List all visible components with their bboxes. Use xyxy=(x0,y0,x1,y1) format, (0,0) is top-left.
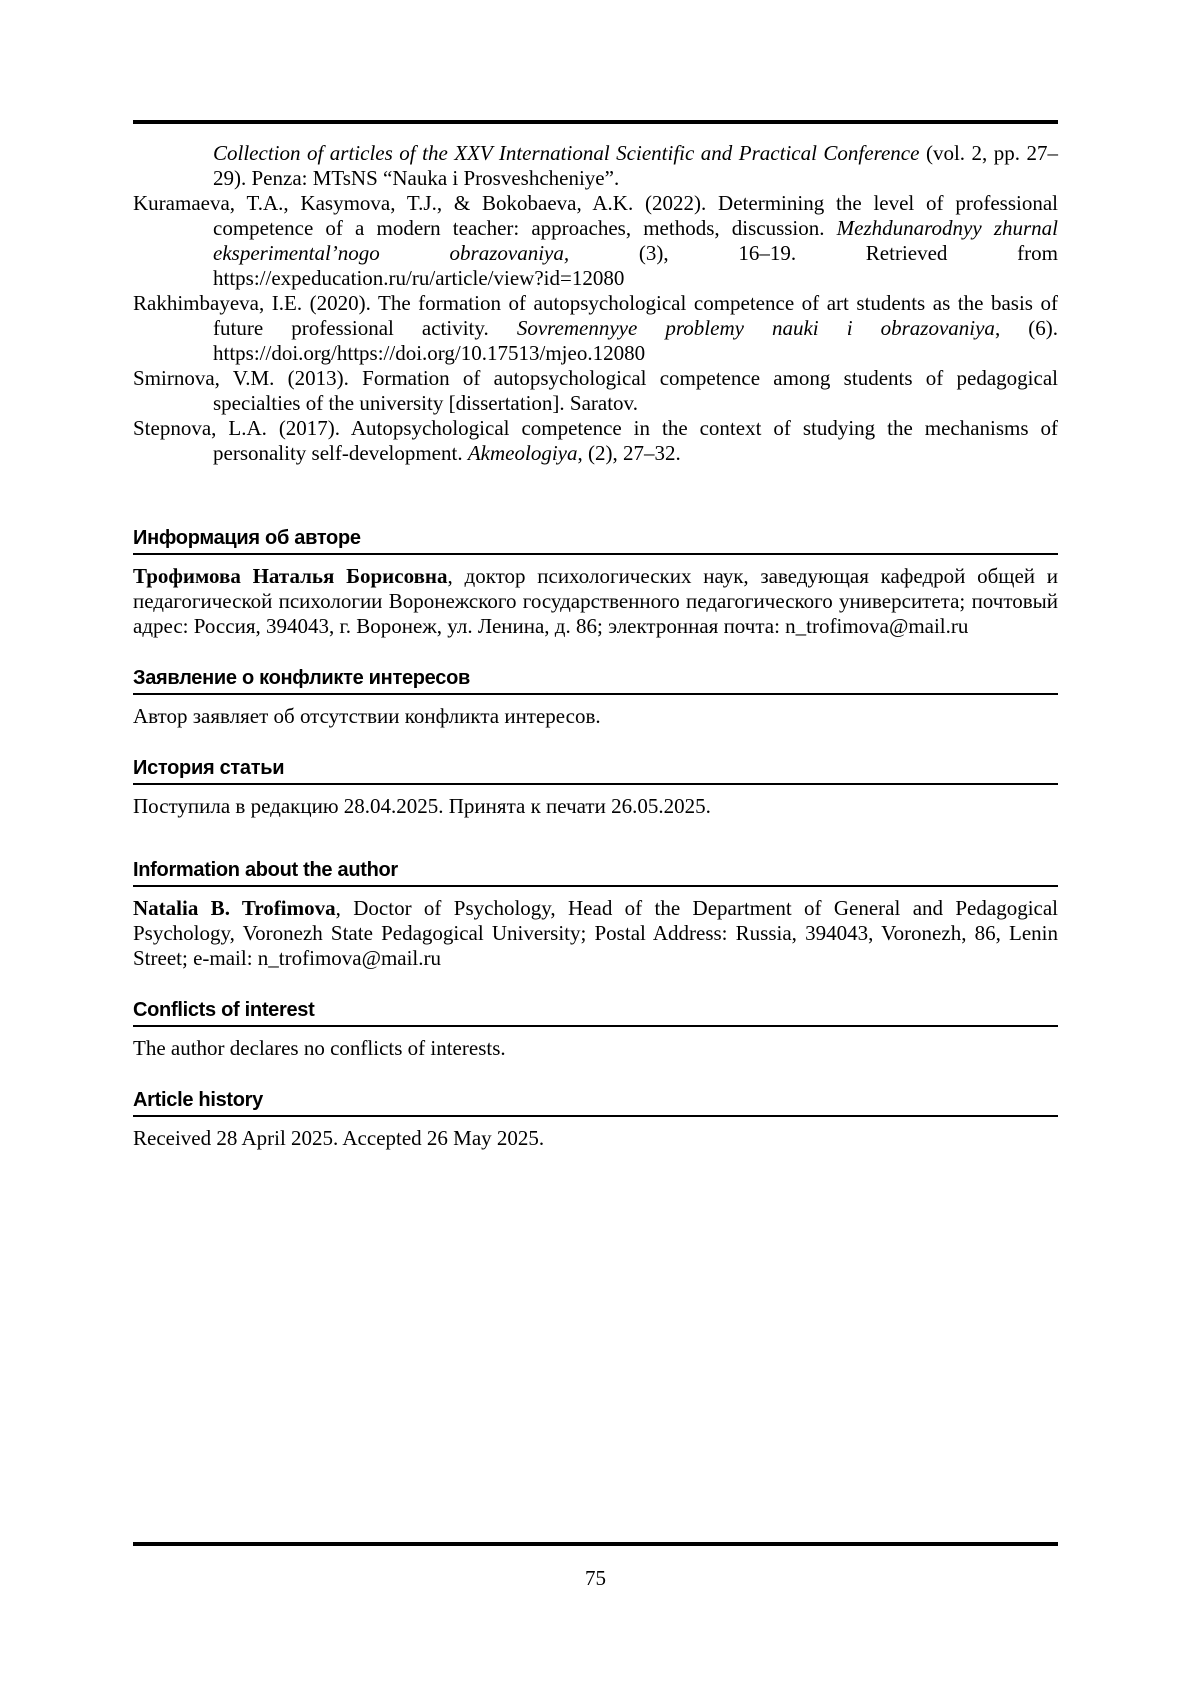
section-conflicts-en xyxy=(133,999,1058,1061)
references-list xyxy=(133,141,1058,466)
page-content xyxy=(133,0,1058,1151)
bottom-divider xyxy=(133,1542,1058,1546)
section-conflicts-ru xyxy=(133,667,1058,729)
section-article-history-en xyxy=(133,1089,1058,1151)
reference-entry: Collection of articles of the XXV International Scientific and Practical Conference (vol. 2, pp. 27–29). Penza: MTsNS “Nauka i Prosveshcheniye”. xyxy=(213,141,1058,190)
heading-author-info-en: Information about the author xyxy=(133,859,1058,887)
author-info-ru-text: Трофимова Наталья Борисовна, доктор психологических наук, заведующая кафедрой общей и педагогической психологии Воронежского государственного педагогического университета; почтовый адрес: Россия, 394043, г. Воронеж, ул. Ленина, д. 86; электронная почта: n_trofimova@mail.ru xyxy=(133,564,1058,638)
article-history-ru-text: Поступила в редакцию 28.04.2025. Принята к печати 26.05.2025. xyxy=(133,794,711,818)
heading-article-history-ru: История статьи xyxy=(133,757,1058,785)
author-info-en-text: Natalia B. Trofimova, Doctor of Psychology, Head of the Department of General and Pedagogical Psychology, Voronezh State Pedagogical University; Postal Address: Russia, 394043, Voronezh, 86, Lenin Street; e-mail: n_trofimova@mail.ru xyxy=(133,896,1058,970)
heading-conflicts-en: Conflicts of interest xyxy=(133,999,1058,1027)
page-number: 75 xyxy=(585,1566,606,1590)
top-divider xyxy=(133,120,1058,124)
reference-entry: Stepnova, L.A. (2017). Autopsychological competence in the context of studying the mechanisms of personality self-development. Akmeologiya, (2), 27–32. xyxy=(133,416,1058,465)
heading-article-history-en: Article history xyxy=(133,1089,1058,1117)
reference-entry: Smirnova, V.M. (2013). Formation of autopsychological competence among students of pedagogical specialties of the university [dissertation]. Saratov. xyxy=(133,366,1058,415)
heading-conflicts-ru: Заявление о конфликте интересов xyxy=(133,667,1058,695)
section-author-info-en xyxy=(133,859,1058,971)
reference-entry: Kuramaeva, T.A., Kasymova, T.J., & Bokobaeva, A.K. (2022). Determining the level of professional competence of a modern teacher: approaches, methods, discussion. Mezhdunarodnyy zhurnal eksperimental’nogo obrazovaniya, (3), 16–19. Retrieved from https://expeducation.ru/ru/article/view?id=12080 xyxy=(133,191,1058,290)
section-article-history-ru xyxy=(133,757,1058,819)
section-author-info-ru xyxy=(133,527,1058,639)
conflicts-en-text: The author declares no conflicts of interests. xyxy=(133,1036,506,1060)
heading-author-info-ru: Информация об авторе xyxy=(133,527,1058,555)
reference-entry: Rakhimbayeva, I.E. (2020). The formation of autopsychological competence of art students as the basis of future professional activity. Sovremennyye problemy nauki i obrazovaniya, (6). https://doi.org/https://doi.org/10.17513/mjeo.12080 xyxy=(133,291,1058,365)
conflicts-ru-text: Автор заявляет об отсутствии конфликта интересов. xyxy=(133,704,601,728)
article-history-en-text: Received 28 April 2025. Accepted 26 May 2025. xyxy=(133,1126,545,1150)
